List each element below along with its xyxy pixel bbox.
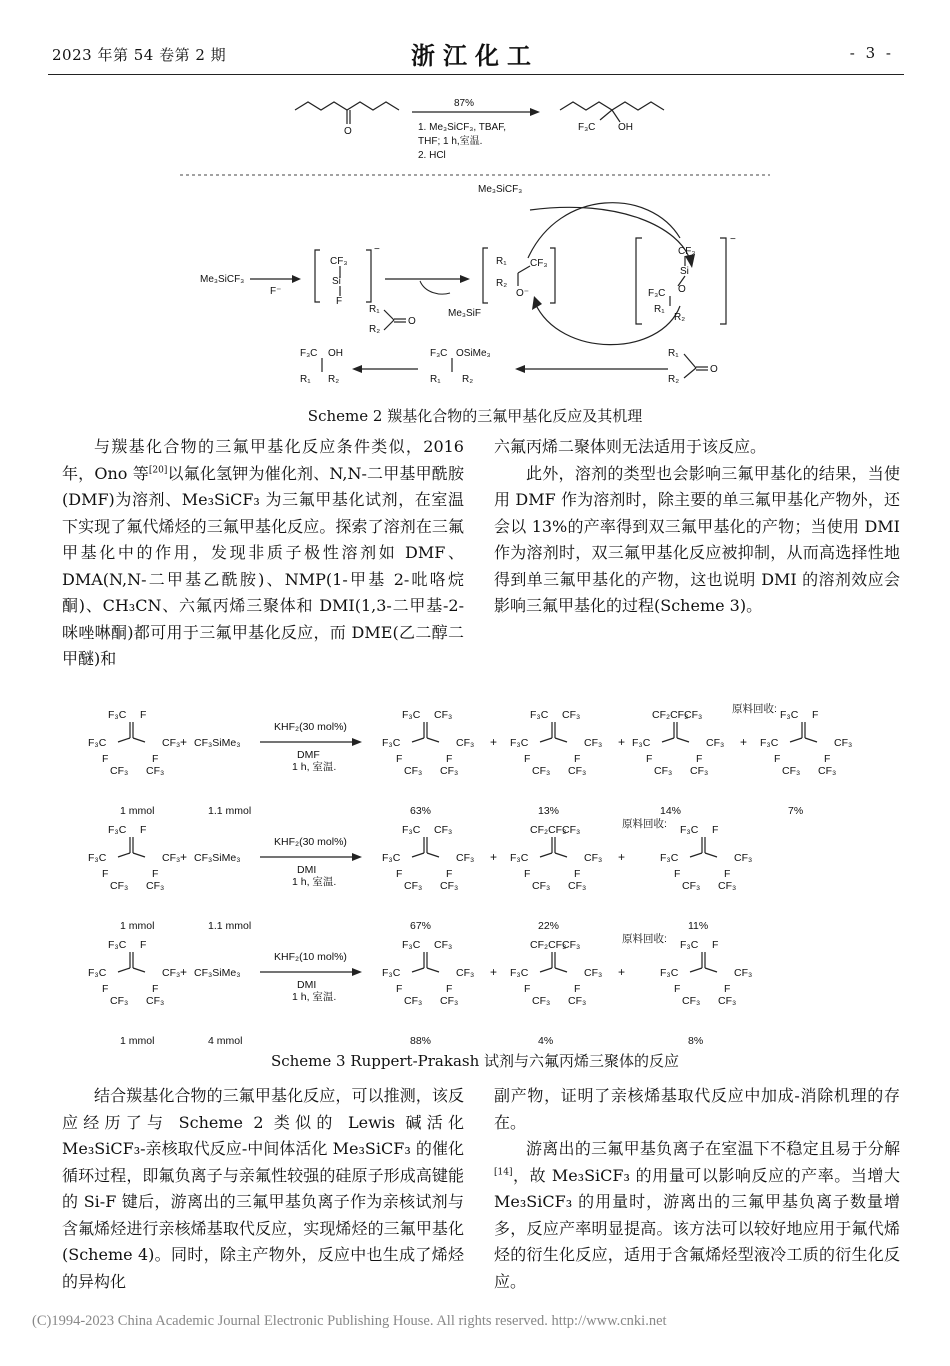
row3-product-3-top-left: F₃C xyxy=(680,939,699,951)
final-f3c: F₃C xyxy=(300,348,318,359)
row2-yield-2: 22% xyxy=(538,920,560,932)
row2-product-3-top-right: F xyxy=(712,824,719,836)
row2-product-3-left-f3c: F₃C xyxy=(660,852,679,864)
final-r1: R₁ xyxy=(300,374,311,385)
right-paragraph-3: 副产物，证明了亲核烯基取代反应中加成-消除机理的存在。 xyxy=(494,1086,900,1132)
scheme-2-caption: Scheme 2 羰基化合物的三氟甲基化反应及其机理 xyxy=(307,407,643,425)
row1-arrow-head xyxy=(352,738,362,746)
alkoxide-r1: R₁ xyxy=(496,256,507,267)
row2-product-2-right-cf3: CF₃ xyxy=(584,852,603,864)
row2-product-1-top-right: CF₃ xyxy=(434,824,453,836)
row1-substrate-right-f: F xyxy=(152,753,159,765)
row3-product-2-left-cf3: CF₃ xyxy=(532,995,551,1007)
alcohol-structure xyxy=(560,102,664,122)
row2-product-3-right-cf3: CF₃ xyxy=(734,852,753,864)
row3-substrate-bond-l xyxy=(118,968,130,972)
row3-substrate-right-f: F xyxy=(152,983,159,995)
page-number: - 3 - xyxy=(849,44,894,62)
row2-time: 1 h, 室温. xyxy=(292,876,337,888)
alkoxide-cf3: CF₃ xyxy=(530,258,548,269)
row2-substrate-bond-l xyxy=(118,853,130,857)
row1-product-2-top-right: CF₃ xyxy=(562,709,581,721)
silicate-charge: − xyxy=(374,244,380,255)
row2-substrate-left-f: F xyxy=(102,868,109,880)
row1-yield-3: 14% xyxy=(660,805,682,817)
row1-product-4-right-f: F xyxy=(824,753,831,765)
row1-catalyst: KHF₂(30 mol%) xyxy=(274,721,347,733)
row3-amount-substrate: 1 mmol xyxy=(120,1035,155,1045)
row1-product-4-top-left: F₃C xyxy=(780,709,799,721)
row3-product-3-bond-r xyxy=(705,968,717,972)
row3-product-1-bond-r xyxy=(427,968,439,972)
row2-product-2-left-f3c: F₃C xyxy=(510,852,529,864)
reagent-left: Me₃SiCF₃ xyxy=(200,274,245,285)
row1-substrate-top-left: F₃C xyxy=(108,709,127,721)
row1-product-1-right-cf3: CF₃ xyxy=(456,737,475,749)
row3-substrate-left-cf3: CF₃ xyxy=(110,995,129,1007)
row3-substrate-top-right: F xyxy=(140,939,147,951)
row2-plus-3: + xyxy=(618,850,626,864)
scheme-2-figure xyxy=(180,88,770,390)
bottom-carbonyl-r1: R₁ xyxy=(668,348,679,359)
top-cond-1: 1. Me₃SiCF₃, TBAF, xyxy=(418,122,506,133)
row3-yield-2: 4% xyxy=(538,1035,554,1045)
row1-product-2-left-cf3: CF₃ xyxy=(532,765,551,777)
row3-product-3-left-f3c: F₃C xyxy=(660,967,679,979)
row3-solvent: DMI xyxy=(297,979,317,991)
row1-product-1-top-right: CF₃ xyxy=(434,709,453,721)
silyl-ether-osime3: OSiMe₃ xyxy=(456,348,491,359)
row3-reagent: CF₃SiMe₃ xyxy=(194,967,241,979)
row1-product-2-top-left: F₃C xyxy=(530,709,549,721)
row3-product-2-top-right: CF₃ xyxy=(562,939,581,951)
row2-product-1-left-cf3: CF₃ xyxy=(404,880,423,892)
row2-product-1-bond-r xyxy=(427,853,439,857)
row1-product-2-bond-l xyxy=(540,738,552,742)
row1-yield-4: 7% xyxy=(788,805,804,817)
row3-substrate-top-left: F₃C xyxy=(108,939,127,951)
row3-product-2-right-cf3: CF₃ xyxy=(584,967,603,979)
row3-time: 1 h, 室温. xyxy=(292,991,337,1003)
row1-substrate-bond-l xyxy=(118,738,130,742)
row2-product-1-right-f: F xyxy=(446,868,453,880)
final-r2: R₂ xyxy=(328,374,340,385)
row2-product-2-left-f: F xyxy=(524,868,531,880)
row1-substrate-bond-r xyxy=(133,738,145,742)
row1-product-2-right-cf3-low: CF₃ xyxy=(568,765,587,777)
silyl-ether-r1: R₁ xyxy=(430,374,441,385)
top-cond-2: THF; 1 h,室温. xyxy=(418,136,483,147)
row1-product-3-left-f: F xyxy=(646,753,653,765)
row2-product-2-bond-l xyxy=(540,853,552,857)
row3-substrate-left-f: F xyxy=(102,983,109,995)
row1-product-3-right-cf3: CF₃ xyxy=(706,737,725,749)
row1-product-4-left-cf3: CF₃ xyxy=(782,765,801,777)
row2-plus-1: + xyxy=(180,850,188,864)
row1-product-2-right-cf3: CF₃ xyxy=(584,737,603,749)
row3-product-1-bond-l xyxy=(412,968,424,972)
row2-yield-3: 11% xyxy=(688,920,709,932)
row3-yield-3: 8% xyxy=(688,1035,704,1045)
row3-product-2-bond-r xyxy=(555,968,567,972)
copyright-footer: (C)1994-2023 China Academic Journal Electronic Publishing House. All rights reserved. http://www.cnki.net xyxy=(32,1313,667,1329)
row3-product-2-left-f: F xyxy=(524,983,531,995)
row3-product-3-right-cf3-low: CF₃ xyxy=(718,995,737,1007)
row3-catalyst: KHF₂(10 mol%) xyxy=(274,951,347,963)
row1-product-3-bond-r xyxy=(677,738,689,742)
scheme-3-figure xyxy=(82,700,882,1045)
row3-plus-2: + xyxy=(490,965,498,979)
left-paragraph-2: 结合羰基化合物的三氟甲基化反应，可以推测，该反应经历了与 Scheme 2 类似的 Lewis 碱活化 Me₃SiCF₃-亲核取代反应-中间体活化 Me₃SiCF₃ 的催化循环过程，即氟负离子与亲氟性较强的硅原子形成高键能的 Si-F 键后，游离出的三氟甲基负离子作为亲核试剂与含氟烯烃进行亲核烯基取代反应，实现烯烃的三氟甲基化(Scheme 4)。同时，除主产物外，反应中也生成了烯烃的异构化 xyxy=(62,1086,464,1291)
row2-product-3-left-cf3: CF₃ xyxy=(682,880,701,892)
row3-product-2-left-f3c: F₃C xyxy=(510,967,529,979)
row3-plus-3: + xyxy=(618,965,626,979)
left-paragraph-1 xyxy=(62,434,464,673)
row2-catalyst: KHF₂(30 mol%) xyxy=(274,836,347,848)
row1-product-1-right-f: F xyxy=(446,753,453,765)
row1-yield-2: 13% xyxy=(538,805,560,817)
row1-product-3-bond-l xyxy=(662,738,674,742)
row2-product-3-left-f: F xyxy=(674,868,681,880)
row2-product-2-top-left: CF₂CF₃ xyxy=(530,824,567,836)
row2-substrate-top-right: F xyxy=(140,824,147,836)
left-p1-a: 与羰基化合物的三氟甲基化反应条件类似，2016 年，Ono 等 xyxy=(62,437,464,483)
silicate-cf3: CF₃ xyxy=(330,256,348,267)
row1-product-1-left-f3c: F₃C xyxy=(382,737,401,749)
row3-substrate-left-f3c: F₃C xyxy=(88,967,107,979)
byproduct-me3sif: Me₃SiF xyxy=(448,308,481,319)
row1-substrate-left-f3c: F₃C xyxy=(88,737,107,749)
final-oh: OH xyxy=(328,348,343,359)
row3-plus-1: + xyxy=(180,965,188,979)
row1-product-1-bond-r xyxy=(427,738,439,742)
row3-product-3-right-f: F xyxy=(724,983,731,995)
carbonyl-o: O xyxy=(408,316,416,327)
row1-substrate-right-cf3-low: CF₃ xyxy=(146,765,165,777)
product-oh: OH xyxy=(618,122,633,133)
right-paragraph-1: 六氟丙烯二聚体则无法适用于该反应。 xyxy=(494,437,767,456)
row3-substrate-right-cf3-low: CF₃ xyxy=(146,995,165,1007)
left-p1-b: 以氟化氢钾为催化剂、N,N-二甲基甲酰胺(DMF)为溶剂、Me₃SiCF₃ 为三氟甲基化试剂，在室温下实现了氟代烯烃的三氟甲基化反应。探索了溶剂在三氟甲基化中的作用，发现非质子极性溶剂如 DMF、DMA(N,N-二甲基乙酰胺)、NMP(1-甲基 2-吡咯烷酮)、CH₃CN、六氟丙烯三聚体和 DMI(1,3-二甲基-2-咪唑啉酮)都可用于三氟甲基化反应，而 DME(乙二醇二甲醚)和 xyxy=(62,463,464,668)
alkoxide-o: O⁻ xyxy=(516,288,530,299)
row1-solvent: DMF xyxy=(297,749,320,761)
right-p4-b: ，故 Me₃SiCF₃ 的用量可以影响反应的产率。当增大 Me₃SiCF₃ 的用量时，游离出的三氟甲基负离子数量增多，反应产率明显提高。该方法可以较好地应用于氟代烯烃的衍生化反应，适用于含氟烯烃型液冷工质的衍生化反应。 xyxy=(494,1165,900,1291)
row2-product-1-left-f3c: F₃C xyxy=(382,852,401,864)
row2-product-2-top-right: CF₃ xyxy=(562,824,581,836)
row1-amount-reagent: 1.1 mmol xyxy=(208,805,252,817)
ketone-structure xyxy=(295,102,399,124)
row3-recovered-label: 原料回收: xyxy=(622,933,667,945)
row3-product-1-left-cf3: CF₃ xyxy=(404,995,423,1007)
row1-product-1-right-cf3-low: CF₃ xyxy=(440,765,459,777)
row2-product-3-right-f: F xyxy=(724,868,731,880)
row2-recovered-label: 原料回收: xyxy=(622,818,667,830)
row2-substrate-left-f3c: F₃C xyxy=(88,852,107,864)
row3-product-3-left-f: F xyxy=(674,983,681,995)
carbonyl-r1: R₁ xyxy=(369,304,380,315)
row3-product-2-bond-l xyxy=(540,968,552,972)
cycle-si: Si xyxy=(680,266,689,277)
row1-product-1-left-cf3: CF₃ xyxy=(404,765,423,777)
row2-substrate-left-cf3: CF₃ xyxy=(110,880,129,892)
row2-product-2-left-cf3: CF₃ xyxy=(532,880,551,892)
row3-product-2-right-f: F xyxy=(574,983,581,995)
row1-substrate-left-f: F xyxy=(102,753,109,765)
row3-substrate-bond-r xyxy=(133,968,145,972)
row1-product-4-bond-l xyxy=(790,738,802,742)
cycle-charge: − xyxy=(730,234,736,245)
row1-product-2-left-f: F xyxy=(524,753,531,765)
right-paragraph-2: 此外，溶剂的类型也会影响三氟甲基化的结果，当使用 DMF 作为溶剂时，除主要的单三氟甲基化产物外，还会以 13%的产率得到双三氟甲基化的产物；当使用 DMI 作为溶剂时，双三氟甲基化反应被抑制，从而高选择性地得到单三氟甲基化的产物，这也说明 DMI 的溶剂效应会影响三氟甲基化的过程(Scheme 3)。 xyxy=(494,463,900,615)
top-yield: 87% xyxy=(454,98,475,109)
row2-amount-reagent: 1.1 mmol xyxy=(208,920,252,932)
row1-product-3-right-cf3-low: CF₃ xyxy=(690,765,709,777)
row3-product-1-top-left: F₃C xyxy=(402,939,421,951)
ketone-o: O xyxy=(344,126,352,137)
citation-14: [14] xyxy=(494,1167,513,1178)
row1-product-4-left-f3c: F₃C xyxy=(760,737,779,749)
row1-product-4-bond-r xyxy=(805,738,817,742)
cycle-o: O xyxy=(678,284,686,295)
right-column-2 xyxy=(494,1083,900,1295)
journal-title: 浙江化工 xyxy=(411,41,539,70)
right-paragraph-4 xyxy=(494,1136,900,1295)
bottom-carbonyl-r2: R₂ xyxy=(668,374,680,385)
row2-amount-substrate: 1 mmol xyxy=(120,920,155,932)
row1-product-4-right-cf3-low: CF₃ xyxy=(818,765,837,777)
row2-product-1-top-left: F₃C xyxy=(402,824,421,836)
row3-amount-reagent: 4 mmol xyxy=(208,1035,243,1045)
row2-product-2-bond-r xyxy=(555,853,567,857)
row2-yield-1: 67% xyxy=(410,920,432,932)
fluoride: F⁻ xyxy=(270,286,282,297)
row3-product-1-left-f3c: F₃C xyxy=(382,967,401,979)
row2-product-3-top-left: F₃C xyxy=(680,824,699,836)
row1-substrate-top-right: F xyxy=(140,709,147,721)
row3-product-1-left-f: F xyxy=(396,983,403,995)
row1-substrate-left-cf3: CF₃ xyxy=(110,765,129,777)
row1-product-1-left-f: F xyxy=(396,753,403,765)
row1-plus-4: + xyxy=(740,735,748,749)
row3-product-1-right-cf3: CF₃ xyxy=(456,967,475,979)
row2-product-3-bond-r xyxy=(705,853,717,857)
issue-info: 2023 年第 54 卷第 2 期 xyxy=(52,46,227,64)
row3-yield-1: 88% xyxy=(410,1035,432,1045)
row1-plus-1: + xyxy=(180,735,188,749)
row2-product-1-right-cf3-low: CF₃ xyxy=(440,880,459,892)
right-p4-a: 游离出的三氟甲基负离子在室温下不稳定且易于分解 xyxy=(526,1139,900,1158)
row2-product-2-right-cf3-low: CF₃ xyxy=(568,880,587,892)
right-column-1 xyxy=(494,434,900,620)
row2-product-1-left-f: F xyxy=(396,868,403,880)
row1-product-3-left-f3c: F₃C xyxy=(632,737,651,749)
row3-product-3-right-cf3: CF₃ xyxy=(734,967,753,979)
silyl-ether-r2: R₂ xyxy=(462,374,474,385)
cycle-r2: R₂ xyxy=(674,312,686,323)
row1-product-2-bond-r xyxy=(555,738,567,742)
cycle-f3c: F₃C xyxy=(648,288,666,299)
bottom-carbonyl-o: O xyxy=(710,364,718,375)
row2-product-3-right-cf3-low: CF₃ xyxy=(718,880,737,892)
row1-product-3-top-right: CF₃ xyxy=(684,709,703,721)
row2-arrow-head xyxy=(352,853,362,861)
row2-product-1-right-cf3: CF₃ xyxy=(456,852,475,864)
citation-20: [20] xyxy=(148,465,168,476)
alkoxide-r2: R₂ xyxy=(496,278,508,289)
row1-plus-3: + xyxy=(618,735,626,749)
silyl-ether-f3c: F₃C xyxy=(430,348,448,359)
left-column-1 xyxy=(62,434,464,673)
row3-product-1-top-right: CF₃ xyxy=(434,939,453,951)
row1-product-3-right-f: F xyxy=(696,753,703,765)
row3-product-1-right-f: F xyxy=(446,983,453,995)
row1-plus-2: + xyxy=(490,735,498,749)
row3-product-2-right-cf3-low: CF₃ xyxy=(568,995,587,1007)
row2-plus-2: + xyxy=(490,850,498,864)
row1-product-3-left-cf3: CF₃ xyxy=(654,765,673,777)
row3-product-3-bond-l xyxy=(690,968,702,972)
row1-product-4-left-f: F xyxy=(774,753,781,765)
row1-product-4-right-cf3: CF₃ xyxy=(834,737,853,749)
row3-product-3-top-right: F xyxy=(712,939,719,951)
row2-substrate-bond-r xyxy=(133,853,145,857)
product-f3c: F₃C xyxy=(578,122,596,133)
row1-product-1-top-left: F₃C xyxy=(402,709,421,721)
row2-substrate-top-left: F₃C xyxy=(108,824,127,836)
row2-product-1-bond-l xyxy=(412,853,424,857)
row2-substrate-right-cf3-low: CF₃ xyxy=(146,880,165,892)
header-rule xyxy=(48,74,904,75)
row3-substrate-right-cf3: CF₃ xyxy=(162,967,181,979)
row3-product-2-top-left: CF₂CF₃ xyxy=(530,939,567,951)
silicate-si: Si xyxy=(332,276,341,287)
cycle-si-cf3: CF₃ xyxy=(678,246,696,257)
row1-product-1-bond-l xyxy=(412,738,424,742)
row2-product-2-right-f: F xyxy=(574,868,581,880)
cycle-reagent: Me₃SiCF₃ xyxy=(478,184,523,195)
row3-product-1-right-cf3-low: CF₃ xyxy=(440,995,459,1007)
row1-substrate-right-cf3: CF₃ xyxy=(162,737,181,749)
row3-product-3-left-cf3: CF₃ xyxy=(682,995,701,1007)
row2-reagent: CF₃SiMe₃ xyxy=(194,852,241,864)
row2-substrate-right-f: F xyxy=(152,868,159,880)
row1-recovered-label: 原料回收: xyxy=(732,703,777,715)
row2-product-3-bond-l xyxy=(690,853,702,857)
row1-time: 1 h, 室温. xyxy=(292,761,337,773)
row1-amount-substrate: 1 mmol xyxy=(120,805,155,817)
carbonyl-r2: R₂ xyxy=(369,324,381,335)
cycle-r1: R₁ xyxy=(654,304,665,315)
row3-arrow-head xyxy=(352,968,362,976)
row1-reagent: CF₃SiMe₃ xyxy=(194,737,241,749)
top-cond-3: 2. HCl xyxy=(418,150,446,161)
silicate-f: F xyxy=(336,296,343,307)
row1-product-2-right-f: F xyxy=(574,753,581,765)
row1-product-4-top-right: F xyxy=(812,709,819,721)
left-column-2 xyxy=(62,1083,464,1295)
scheme-3-caption: Scheme 3 Ruppert-Prakash 试剂与六氟丙烯三聚体的反应 xyxy=(270,1052,680,1070)
row2-solvent: DMI xyxy=(297,864,317,876)
row1-product-2-left-f3c: F₃C xyxy=(510,737,529,749)
row1-yield-1: 63% xyxy=(410,805,432,817)
row1-product-3-top-left: CF₂CF₃ xyxy=(652,709,689,721)
row2-substrate-right-cf3: CF₃ xyxy=(162,852,181,864)
